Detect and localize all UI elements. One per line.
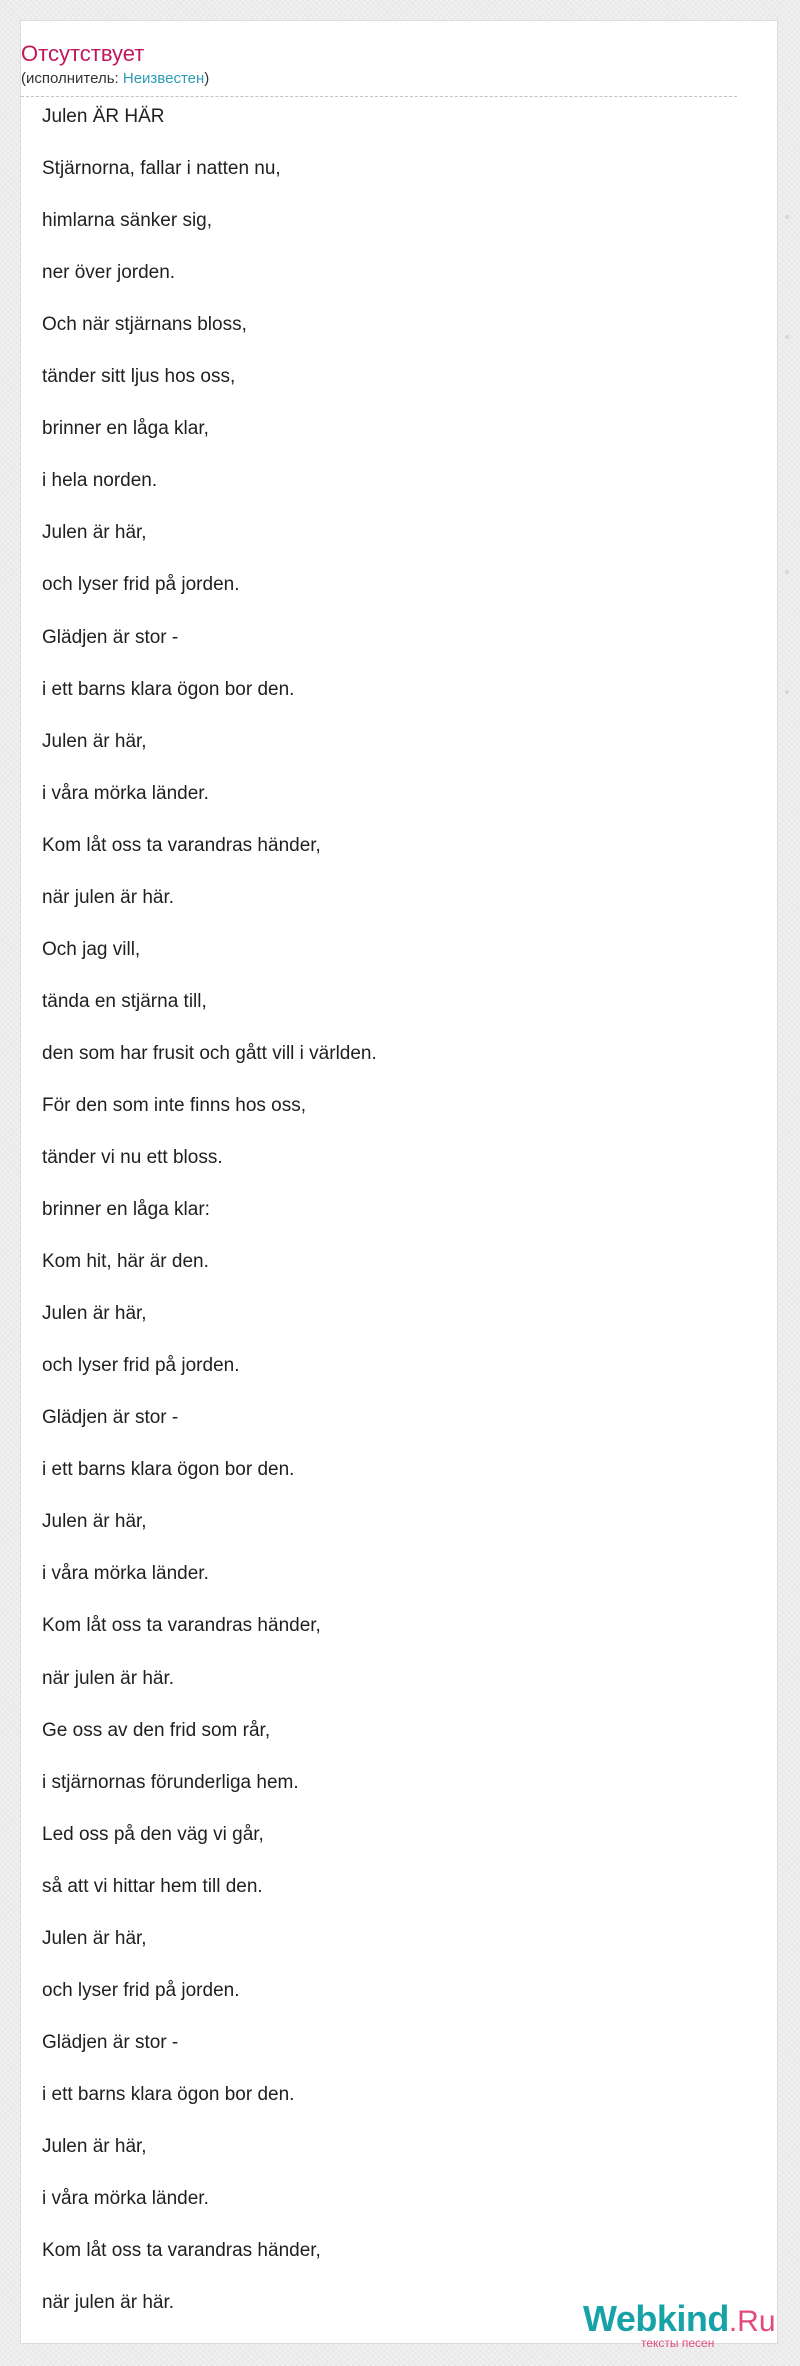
decorative-dot [785,570,789,574]
song-header [21,21,737,97]
decorative-dot [785,215,789,219]
lyric-line: och lyser frid på jorden. [42,1355,240,1376]
lyric-line: tända en stjärna till, [42,991,207,1012]
lyric-line: så att vi hittar hem till den. [42,1876,263,1897]
lyric-line: i våra mörka länder. [42,2188,209,2209]
lyrics-heading: Julen ÄR HÄR [42,106,165,127]
lyric-line: brinner en låga klar: [42,1199,210,1220]
lyric-line: ner över jorden. [42,262,176,283]
song-title: Отсутствует [21,41,145,66]
lyric-line: när julen är här. [42,1668,175,1689]
lyric-line: Och jag vill, [42,939,141,960]
decorative-dot [785,690,789,694]
lyric-line: För den som inte finns hos oss, [42,1095,307,1116]
lyric-line: när julen är här. [42,887,175,908]
lyric-line: Julen är här, [42,2136,147,2157]
lyric-line: tänder sitt ljus hos oss, [42,366,236,387]
lyric-line: Julen är här, [42,1928,147,1949]
lyric-line: när julen är här. [42,2292,175,2313]
lyric-line: Kom låt oss ta varandras händer, [42,1615,321,1636]
lyric-line: Glädjen är stor - [42,627,179,648]
lyric-line: i ett barns klara ögon bor den. [42,2084,295,2105]
lyric-line: i stjärnornas förunderliga hem. [42,1772,299,1793]
lyric-line: Kom låt oss ta varandras händer, [42,835,321,856]
lyric-line: brinner en låga klar, [42,418,209,439]
lyric-line: Led oss på den väg vi går, [42,1824,264,1845]
lyric-line: himlarna sänker sig, [42,210,213,231]
lyric-line: i ett barns klara ögon bor den. [42,679,295,700]
artist-line [21,70,209,88]
lyric-line: Julen är här, [42,522,147,543]
lyric-line: Julen är här, [42,1303,147,1324]
lyric-line: tänder vi nu ett bloss. [42,1147,223,1168]
artist-link[interactable]: Неизвестен [122,70,205,87]
logo-brand: Webkind [583,2298,729,2339]
logo-tld: .Ru [728,2305,776,2338]
lyric-line: och lyser frid på jorden. [42,1980,240,2001]
lyric-line: Glädjen är stor - [42,1407,179,1428]
lyric-line: i våra mörka länder. [42,783,209,804]
logo-wordmark [583,2300,776,2341]
lyric-line: Glädjen är stor - [42,2032,179,2053]
lyric-line: Kom hit, här är den. [42,1251,209,1272]
lyric-line: Ge oss av den frid som rår, [42,1720,271,1741]
lyric-line: Julen är här, [42,731,147,752]
lyric-line: Och när stjärnans bloss, [42,314,247,335]
lyric-line: den som har frusit och gått vill i världen. [42,1043,377,1064]
lyric-line: i hela norden. [42,470,158,491]
lyric-line: Kom låt oss ta varandras händer, [42,2240,321,2261]
decorative-dot [785,335,789,339]
lyric-line: Stjärnorna, fallar i natten nu, [42,158,281,179]
artist-prefix: (исполнитель: [21,70,123,87]
artist-suffix: ) [204,70,210,87]
logo-tagline: тексты песен [641,2336,715,2350]
lyric-line: i våra mörka länder. [42,1563,209,1584]
lyric-line: och lyser frid på jorden. [42,574,240,595]
lyric-line: i ett barns klara ögon bor den. [42,1459,295,1480]
webkind-logo[interactable] [583,2298,776,2350]
lyric-line: Julen är här, [42,1511,147,1532]
